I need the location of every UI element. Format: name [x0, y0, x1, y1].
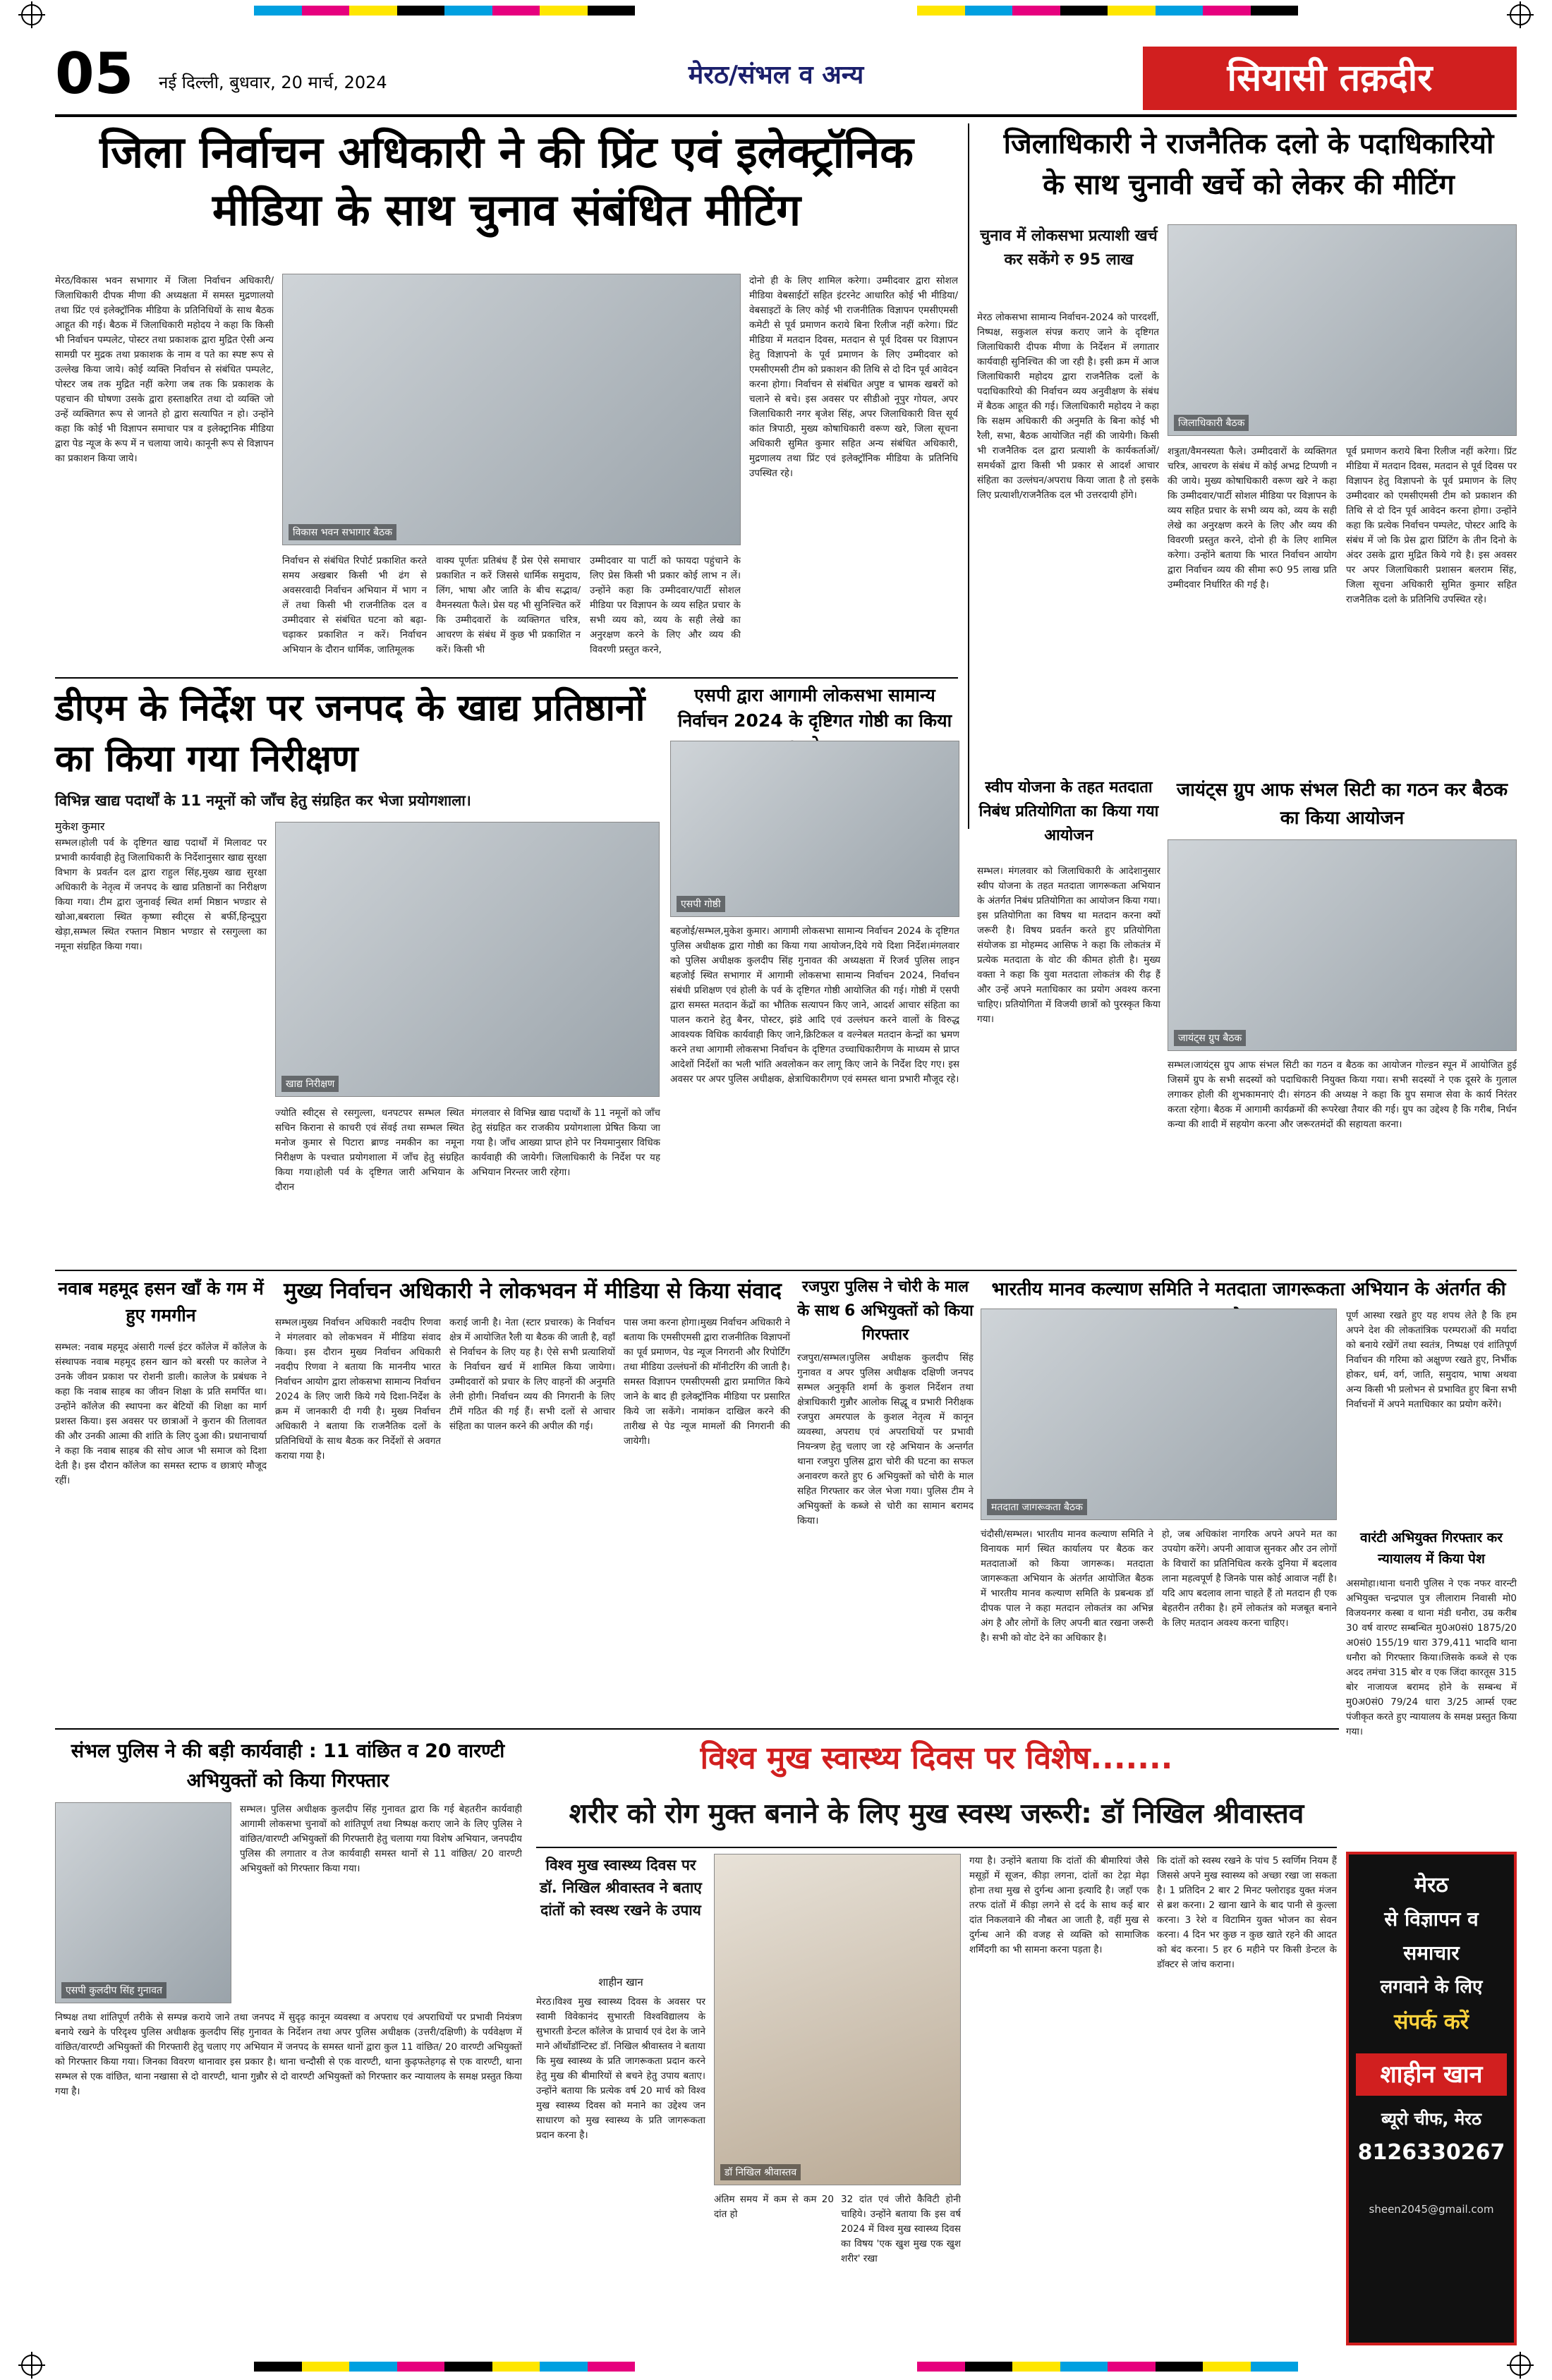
- oral-health-headline: शरीर को रोग मुक्त बनाने के लिए मुख स्वस्थ जरूरी: डॉ निखिल श्रीवास्तव: [569, 1798, 1304, 1830]
- art4-column-3: पास जमा करना होगा।मुख्य निर्वाचन अधिकारी ने बताया कि एमसीएमसी द्वारा राजनीतिक विज्ञापनों का पूर्व प्रमाणन, पेड न्यूज निगरानी और रिपोर्टिंग तथा मीडिया उल्लंघनों की मॉनीटरिंग की जाती है। समस्त विज्ञापन एमसीएमसी द्वारा प्रमाणित किये जाने के बाद ही इलेक्ट्रॉनिक मीडिया पर प्रसारित किये जा सकेंगे। नामांकन दाखिल करने की तारीख से पेड न्यूज मामलों की निगरानी की जायेगी।: [624, 1317, 790, 1447]
- samiti-meeting-photo: [981, 1309, 1337, 1520]
- banner-rule: [536, 1847, 1337, 1848]
- oral-health-column-3: कि दांतों को स्वस्थ रखने के पांच 5 स्वर्णिम नियम हैं जिससे अपने मुख स्वास्थ्य को अच्छा रखा जा सकता है। 1 प्रतिदिन 2 बार 2 मिनट फ्लोराइड युक्त मंजन से ब्रश करना। 2 खाना खाने के बाद पानी से कुल्ला करना। 3 रेशे व विटामिन युक्त भोजन का सेवन करना। 4 दिन भर कुछ न कुछ खाते रहने की आदत को बंद करना। 5 हर 6 महीने पर किसी डेन्टल के डॉक्टर से जांच कराना।: [1157, 1855, 1337, 1970]
- art12-column-2: निष्पक्ष तथा शांतिपूर्ण तरीके से सम्पन्न कराये जाने तथा जनपद में सुदृढ़ कानून व्यवस्था व अपराध एवं अपराधियों पर प्रभावी नियंत्रण बनाये रखने के परिदृश्य पुलिस अधीक्षक कुलदीप सिंह गुनावत के निर्देशन तथा अपर पुलिस अधीक्षक (उत्तरी/दक्षिणी) के पर्यवेक्षण में वांछित/वारण्टी अभियुक्तों की गिरफ्तारी हेतु चलाए गए अभियान में जनपद के समस्त थानों द्वारा कुल 11 वांछित/ 20 वारण्टी अभियुक्तों को गिरफ्तार किया गया। जिनका विवरण थानावार इस प्रकार है। थाना चन्दौसी से एक वारण्टी, थाना कुढ़फतेहगढ़ से एक वारण्टी, थाना सम्भल से एक वांछित, थाना नखासा से दो वारण्टी, थाना गुन्नौर से दो वारण्टी अभियुक्तों को गिरफ्तार कर न्यायालय के समक्ष प्रस्तुत किया गया है।: [55, 2012, 522, 2097]
- art6-column-3: पूर्व प्रमाणन कराये बिना रिलीज नहीं करेगा। प्रिंट मीडिया में मतदान दिवस, मतदान से पूर्व दिवस पर विज्ञापन हेतु विज्ञापनो के पूर्व प्रमाणन के लिए उम्मीदवार को एमसीएमसी टीम को प्रकाशन की तिथि से दो दिन पूर्व आवेदन करना होगा। उन्होंने कहा कि प्रत्येक निर्वाचन पम्पलेट, पोस्टर आदि के संबंध में जो कि प्रेस द्वारा प्रिंटिंग के तीन दिनो के अंदर उसके द्वारा मुद्रित किये गये है। इस अवसर पर अपर जिलाधिकारी प्रशासन बलराम सिंह, जिला सूचना अधिकारी सुमित कुमार सहित राजनैतिक दलो के प्रतिनिधि उपस्थित रहे।: [1346, 446, 1517, 605]
- art5-headline: एसपी द्वारा आगामी लोकसभा सामान्य निर्वाचन 2024 के दृष्टिगत गोष्ठी का किया: [677, 685, 952, 731]
- art12-column-1: सम्भल। पुलिस अधीक्षक कुलदीप सिंह गुनावत द्वारा कि गई बेहतरीन कार्यवाही आगामी लोकसभा चुनावों को शांतिपूर्ण तथा निष्पक्ष कराए जाने के लिए पुलिस ने वांछित/वारण्टी अभियुक्तों की गिरफ्तारी हेतु चलाया गया विशेष अभियान, जनपदीय पुलिस की लगातार व तेज कार्यवाही समस्त थानों से 11 वांछित/ 20 वारण्टी अभियुक्तों को गिरफ्तार किया गया।: [240, 1804, 522, 1874]
- art1-headline-line2: मीडिया के साथ चुनाव संबंधित मीटिंग: [212, 184, 801, 236]
- page-number: 05: [55, 41, 134, 107]
- color-bar: [254, 6, 635, 16]
- registration-mark: [1510, 2355, 1531, 2376]
- registration-mark: [21, 2355, 42, 2376]
- ad-contact-name: शाहीन खान: [1356, 2053, 1507, 2096]
- art11-body: असमोहा।थाना धनारी पुलिस ने एक नफर वारन्टी अभियुक्त चन्द्रपाल पुत्र लीलाराम निवासी मो0 विजयनगर कस्बा व थाना मंडी धनौरा, उम्र करीब 30 वर्ष वारण्ट सम्बन्धित मु0अ0सं0 1875/20 अ0सं0 155/19 धारा 379,411 भादवि थाना धनौरा को गिरफ्तार किया।जिसके कब्जे से एक अदद तमंचा 315 बोर व एक जिंदा कारतूस 315 बोर नाजायज बरामद होने के सम्बन्ध में मु0अ0सं0 79/24 धारा 3/25 आर्म्स एक्ट पंजीकृत करते हुए न्यायालय के समक्ष प्रस्तुत किया गया।: [1346, 1578, 1517, 1737]
- art3-headline: नवाब महमूद हसन खाँ के गम में हुए गमगीन: [58, 1278, 264, 1325]
- ad-line-5: संपर्क करें: [1393, 2010, 1469, 2034]
- photo-label: खाद्य निरीक्षण: [281, 1076, 339, 1092]
- header-rule: [55, 114, 1517, 117]
- art1-headline: [55, 123, 958, 239]
- doctor-portrait-photo: [714, 1854, 961, 2185]
- oral-health-photo-caption-2: 32 दांत एवं जीरो कैविटी होनी चाहिये। उन्होंने बताया कि इस वर्ष 2024 में विश्व मुख स्वास्थ्य दिवस का विषय 'एक खुश मुख एक खुश शरीर' रखा: [841, 2194, 961, 2264]
- art10-headline: भारतीय मानव कल्याण समिति ने मतदाता जागरूकता अभियान के अंतर्गत की: [991, 1279, 1506, 1300]
- art8-body: सम्भल।जायंट्स ग्रुप आफ संभल सिटी का गठन व बैठक का आयोजन गोल्डन स्पून में आयोजित हुई जिसमें ग्रुप के सभी सदस्यों को पदाधिकारी नियुक्त किया गया। सभी सदस्यों ने एक दूसरे के गुलाल लगाकर होली की शुभकामनाएं दी। संगठन की अध्यक्ष ने कहा कि ग्रुप समाज सेवा के कार्य निरंतर करता रहेगा। बैठक में आगामी कार्यक्रमों की रूपरेखा तैयार की गई। ग्रुप का उद्देश्य है कि गरीब, निर्धन कन्या की शादी में सहयोग करना और जरूरतमंदों की सहायता करना।: [1168, 1060, 1517, 1130]
- art2-headline: डीएम के निर्देश पर जनपद के खाद्य प्रतिष्ठानों का किया गया निरीक्षण: [55, 687, 645, 780]
- art4-column-1: सम्भल।मुख्य निर्वाचन अधिकारी नवदीप रिणवा ने मंगलवार को लोकभवन में मीडिया संवाद किया। इस दौरान मुख्य निर्वाचन अधिकारी नवदीप रिणवा ने बताया कि माननीय भारत निर्वाचन आयोग द्वारा लोकसभा सामान्य निर्वाचन 2024 के लिए जारी किये गये दिशा-निर्देश के क्रम में जानकारी दी गयी है। मुख्य निर्वाचन अधिकारी ने बताया कि राजनैतिक दलों के प्रतिनिधियों के साथ बैठक कर निर्देशों से अवगत कराया गया है।: [275, 1317, 441, 1462]
- section-name: मेरठ/संभल व अन्य: [688, 61, 864, 90]
- art2-byline: मुकेश कुमार: [55, 820, 105, 833]
- art6-column-2: शत्रुता/वैमनस्यता फैले। उम्मीदवारों के व्यक्तिगत चरित्र, आचरण के संबंध में कोई अभद्र टिप्पणी न की जाये। मुख्य कोषाधिकारी वरूण खरे ने कहा कि उम्मीदवार/पार्टी सोशल मीडिया पर विज्ञापन के व्यय सहित प्रचार के सभी व्यय को, व्यय के सही लेखे का अनुरक्षण करने के लिए और व्यय की विवरणी प्रस्तुत करने, दोनो ही के लिए शामिल करेगा। उन्होंने बताया कि भारत निर्वाचन आयोग द्वारा निर्वाचन व्यय की सीमा रू0 95 लाख प्रति उम्मीदवार निर्धारित की गई है।: [1168, 446, 1337, 590]
- art3-body: सम्भल: नवाब महमूद अंसारी गर्ल्स इंटर कॉलेज में कॉलेज के संस्थापक नवाब महमूद हसन खान को बरसी पर कालेज ने उनके जीवन प्रकाश पर रोशनी डाली। कालेज के प्रबंधक ने कहा कि नवाब साहब का जीवन शिक्षा के प्रति समर्पित था। उन्होंने कॉलेज की स्थापना कर बेटियों की शिक्षा का मार्ग प्रशस्त किया। इस अवसर पर छात्राओं ने कुरान की तिलावत की और उनकी आत्मा की शांति के लिए दुआ की। प्रधानाचार्या ने कहा कि नवाब साहब की सोच आज भी समाज को दिशा देती है। इस दौरान कॉलेज का समस्त स्टाफ व छात्राएं मौजूद रहीं।: [55, 1342, 267, 1486]
- oral-health-photo-caption: अंतिम समय में कम से कम 20 दांत हो: [714, 2194, 834, 2220]
- registration-mark: [21, 4, 42, 25]
- art1-column-2: निर्वाचन से संबंधित रिपोर्ट प्रकाशित करते समय अखबार किसी भी ढंग से अवसरवादी निर्वाचन अभियान में भाग न लें तथा किसी भी राजनीतिक दल व उम्मीदवार से संबंधित घटना को बढ़ा-चढ़ाकर प्रकाशित न करें। निर्वाचन अभियान के दौरान धार्मिक, जातिमूलक: [282, 555, 427, 655]
- ad-line-4: लगवाने के लिए: [1380, 1977, 1483, 1998]
- section-rule: [55, 1270, 1517, 1271]
- art12-headline: संभल पुलिस ने की बड़ी कार्यवाही : 11 वांछित व 20 वारण्टी अभियुक्तों को किया गिरफ्तार: [71, 1740, 505, 1792]
- color-bar: [917, 2362, 1298, 2372]
- ad-line-2: से विज्ञापन व: [1384, 1907, 1479, 1931]
- art8-headline: जायंट्स ग्रुप आफ संभल सिटी का गठन कर बैठक का किया आयोजन: [1176, 779, 1508, 829]
- registration-mark: [1510, 4, 1531, 25]
- art6-column-1: मेरठ लोकसभा सामान्य निर्वाचन-2024 को पारदर्शी, निष्पक्ष, सकुशल संपन्न कराए जाने के दृष्टिगत जिलाधिकारी दीपक मीणा के निर्देशन में लगातार कार्यवाही सुनिश्चित की जा रही है। इसी क्रम में आज जिलाधिकारी महोदय द्वारा राजनैतिक दलों के पदाधिकारियो की निर्वाचन व्यय अनुवीक्षण के संबंध में बैठक आहूत की गई। जिलाधिकारी महोदय ने कहा कि सक्षम अधिकारी की अनुमति के बिना कोई भी रैली, सभा, बैठक आयोजित नहीं की जायेगी। किसी भी राजनैतिक दल द्वारा प्रत्याशी के कार्यकर्ताओं/समर्थकों द्वारा किसी भी प्रकार से आदर्श आचार संहिता का उल्लंघन/अपराध किया जाता है तो इसके लिए प्रत्याशी/राजनैतिक दल भी उत्तरदायी होंगे।: [977, 312, 1159, 501]
- art4-headline: मुख्य निर्वाचन अधिकारी ने लोकभवन में मीडिया से किया संवाद: [283, 1278, 782, 1304]
- art4-column-2: कराई जानी है। नेता (स्टार प्रचारक) के निर्वाचन क्षेत्र में आयोजित रैली या बैठक की जाती है, वहाँ से निर्वाचन के लिए यह है। ऐसे सभी प्रत्याशियों के निर्वाचन खर्च में शामिल किया जायेगा। उम्मीदवारों को प्रचार के लिए वाहनों की अनुमति लेनी होगी। निर्वाचन व्यय की निगरानी के लिए टीमें गठित की गई हैं। सभी दलों से आचार संहिता का पालन करने की अपील की गई।: [449, 1317, 615, 1432]
- art6-headline-line2: के साथ चुनावी खर्चे को लेकर की मीटिंग: [1043, 169, 1455, 201]
- art7-body: सम्भल। मंगलवार को जिलाधिकारी के आदेशानुसार स्वीप योजना के तहत मतदाता जागरूकता अभियान के अंतर्गत निबंध प्रतियोगिता का आयोजन किया गया। इस प्रतियोगिता का विषय था मतदान करना क्यों जरूरी है। विषय प्रवर्तन करते हुए प्रतियोगिता संयोजक डा मोहम्मद आसिफ ने कहा कि लोकतंत्र में प्रत्येक मतदाता के वोट की कीमत होती है। मुख्य वक्ता ने कहा कि युवा मतदाता लोकतंत्र की रीढ़ हैं और उन्हें अपने मताधिकार का प्रयोग अवश्य करना चाहिए। प्रतियोगिता में विजयी छात्रों को पुरस्कृत किया गया।: [977, 866, 1160, 1025]
- oral-health-column-2: गया है। उन्होंने बताया कि दांतों की बीमारियां जैसे मसूड़ों में सूजन, कीड़ा लगना, दांतों का टेढ़ा मेढ़ा होना तथा मुख से दुर्गन्ध आना इत्यादि है। जहाँ एक तरफ दांतों में कीड़ा लगने से दर्द के साथ कई बार दांत निकलवाने की नौबत आ जाती है, वहीं मुख से दुर्गन्ध आने की वजह से व्यक्ति को सामाजिक शर्मिंदगी का भी सामना करना पड़ता है।: [969, 1855, 1149, 1955]
- art6-headline: [977, 123, 1520, 205]
- dateline: नई दिल्ली, बुधवार, 20 मार्च, 2024: [159, 73, 387, 92]
- oral-health-pull-quote: विश्व मुख स्वास्थ्य दिवस पर डॉ. निखिल श्रीवास्तव ने बताए दांतों को स्वस्थ रखने के उपाय: [540, 1857, 702, 1919]
- ad-designation: ब्यूरो चीफ, मेरठ: [1381, 2109, 1481, 2129]
- sp-portrait-photo: [55, 1802, 231, 2003]
- art9-headline: रजपुरा पुलिस ने चोरी के माल के साथ 6 अभियुक्तों को किया गिरफ्तार: [797, 1278, 974, 1344]
- art10-column-2: हो, जब अधिकांश नागरिक अपने अपने मत का उपयोग करेंगे। अपनी आवाज सुनकर और उन लोगों के विचारों का प्रतिनिधित्व करके दुनिया में बदलाव लाना महत्वपूर्ण है जिनके पास कोई आवाज नहीं है। यदि आप बदलाव लाना चाहते हैं तो मतदान ही एक बेहतरीन तरीका है। हमें लोकतंत्र को मजबूत बनाने के लिए मतदान अवश्य करना चाहिए।: [1162, 1529, 1337, 1629]
- sp-goshthi-photo: [670, 741, 959, 917]
- art1-column-5: दोनो ही के लिए शामिल करेगा। उम्मीदवार द्वारा सोशल मीडिया वेबसाईटों सहित इंटरनेट आधारित कोई भी मीडिया/वेबसाइटों के लिए कोई भी राजनीतिक विज्ञापन एमसीएमसी कमेटी से पूर्व प्रमाणन कराये बिना रिलीज नहीं करेगा। प्रिंट मीडिया में मतदान दिवस, मतदान से पूर्व दिवस पर विज्ञापन हेतु विज्ञापनो के पूर्व प्रमाणन के लिए उम्मीदवार को एमसीएमसी टीम को प्रकाशन की तिथि से दो दिन पूर्व आवेदन करना होगा। निर्वाचन से संबंधित अपुष्ट व भ्रामक खबरों को चलाने से बचे। इस अवसर पर सीडीओ नूपुर गोयल, अपर जिलाधिकारी नगर बृजेश सिंह, अपर जिलाधिकारी वित्त सूर्य कांत त्रिपाठी, मुख्य कोषाधिकारी वरूण खरे, जिला सूचना अधिकारी सुमित कुमार सहित अन्य संबंधित अधिकारी, मुद्रणालय तथा प्रिंट एवं इलेक्ट्रॉनिक मीडिया के प्रतिनिधि उपस्थित रहे।: [749, 275, 958, 479]
- art6-headline-line1: जिलाधिकारी ने राजनैतिक दलो के पदाधिकारियो: [1003, 128, 1494, 160]
- color-bar: [917, 6, 1298, 16]
- art2-column-1: सम्भल।होली पर्व के दृष्टिगत खाद्य पदार्थों में मिलावट पर प्रभावी कार्यवाही हेतु जिलाधिकारी के निर्देशानुसार खाद्य सुरक्षा विभाग के प्रवर्तन दल द्वारा राहुल सिंह,मुख्य खाद्य सुरक्षा अधिकारी के नेतृत्व में जनपद के खाद्य प्रतिष्ठानों का निरीक्षण किया गया। टीम द्वारा जुनावई स्थित शर्मा मिष्ठान भण्डार से खोआ,बबराला स्थित कृष्णा स्वीट्स से बर्फी,हिन्दूपुरा खेड़ा,सम्भल स्थित रफ्तान मिष्ठान भण्डार से रसगुल्ला का नमूना संग्रहित किया गया।: [55, 837, 267, 952]
- paper-title: सियासी तक़दीर: [1143, 47, 1517, 110]
- photo-label: जिलाधिकारी बैठक: [1174, 415, 1249, 431]
- dm-meeting-photo: [1168, 224, 1517, 436]
- art10-column-1: चंदौसी/सम्भल। भारतीय मानव कल्याण समिति ने विनायक मार्ग स्थित कार्यालय पर बैठक कर मतदाताओं को किया जागरूक। मतदाता जागरूकता अभियान के अंतर्गत आयोजित बैठक में भारतीय मानव कल्याण समिति के प्रबन्धक डॉ दीपक पाल ने कहा मतदान लोकतंत्र का अभिन्न अंग है और लोगों के लिए अपनी बात रखना जरूरी है। सभी को वोट देने का अधिकार है।: [981, 1529, 1153, 1644]
- art1-column-3: वाक्य पूर्णतः प्रतिबंध हैं प्रेस ऐसे समाचार प्रकाशित न करें जिससे धार्मिक समुदाय, लिंग, भाषा और जाति के बीच सद्भाव/वैमनस्यता फैले। प्रेस यह भी सुनिश्चित करें कि उम्मीदवारों के व्यक्तिगत चरित्र, आचरण के संबंध में कुछ भी प्रकाशित न करें। किसी भी: [436, 555, 581, 655]
- photo-label: एसपी कुलदीप सिंह गुनावत: [61, 1982, 166, 1998]
- art5-body: बहजोई/सम्भल,मुकेश कुमार। आगामी लोकसभा सामान्य निर्वाचन 2024 के दृष्टिगत पुलिस अधीक्षक द्वारा गोष्ठी का किया गया आयोजन,दिये गये दिशा निर्देश।मंगलवार को पुलिस अधीक्षक कुलदीप सिंह गुनावत की अध्यक्षता में रिजर्व पुलिस लाइन बहजोई स्थित सभागार में आगामी लोकसभा सामान्य निर्वाचन 2024, निर्वाचन संबंधी प्रशिक्षण एवं होली के पर्व के दृष्टिगत गोष्ठी आयोजित की गई। गोष्ठी में एसपी द्वारा समस्त मतदान केंद्रों का भौतिक सत्यापन किए जाने, आदर्श आचार संहिता का पालन कराने हेतु बैनर, पोस्टर, झंडे आदि एवं उल्लंघन करने वालों के विरुद्ध आवश्यक विधिक कार्यवाही किए जाने,क्रिटिकल व वल्नेबल मतदान केन्द्रों का भ्रमण करने तथा आगामी लोकसभा निर्वाचन के दृष्टिगत उच्चाधिकारीगण के माध्यम से प्राप्त आदेशों निर्देशों का भली भांति अवलोकन कर लागू किए जाने के निर्देश दिए गए। इस अवसर पर अपर पुलिस अधीक्षक, क्षेत्राधिकारीगण एवं समस्त थाना प्रभारी मौजूद रहे।: [670, 925, 959, 1085]
- art2-column-2: ज्योति स्वीट्स से रसगुल्ला, धनपटपर सम्भल स्थित सचिन किराना से काचरी एवं सेंवई तथा सम्भल स्थित मनोज कुमार से पिटारा ब्राण्ड नमकीन का नमूना निरीक्षण के पश्चात प्रयोगशाला में जाँच हेतु संग्रहित किया गया।होली पर्व के दृष्टिगत जारी अभियान के दौरान: [275, 1107, 464, 1193]
- art11-headline: वारंटी अभियुक्त गिरफ्तार कर न्यायालय में किया पेश: [1360, 1530, 1503, 1567]
- oral-health-column-1: मेरठ।विश्व मुख स्वास्थ्य दिवस के अवसर पर स्वामी विवेकानंद सुभारती विश्वविद्यालय के सुभारती डेन्टल कॉलेज के प्राचार्य एवं देश के जाने माने ऑर्थोडॉन्टिस्ट डॉ. निखिल श्रीवास्तव ने बताया कि मुख स्वास्थ्य के प्रति जागरूकता प्रदान करने हेतु मुख की बीमारियों से बचने हेतु उपाय बताए। उन्होंने बताया कि प्रत्येक वर्ष 20 मार्च को विश्व मुख स्वास्थ्य दिवस को मनाने का उद्देश्य जन साधारण को मुख स्वास्थ्य के प्रति जागरूकता प्रदान करना है।: [536, 1996, 705, 2141]
- art10-column-3: पूर्ण आस्था रखते हुए यह शपथ लेते है कि हम अपने देश की लोकतांत्रिक परम्पराओं की मर्यादा को बनाये रखेंगें तथा स्वतंत्र, निष्पक्ष एवं शांतिपूर्ण निर्वाचन की गरिमा को अक्षुण्ण रखते हुए, निर्भीक होकर, धर्म, वर्ग, जाति, समुदाय, भाषा अथवा अन्य किसी भी प्रलोभन से प्रभावित हुए बिना सभी निर्वाचनों में अपने मताधिकार का प्रयोग करेंगे।: [1346, 1310, 1517, 1410]
- art9-body: रजपुरा/सम्भल।पुलिस अधीक्षक कुलदीप सिंह गुनावत व अपर पुलिस अधीक्षक दक्षिणी जनपद सम्भल अनुकृति शर्मा के कुशल निर्देशन तथा क्षेत्राधिकारी गुन्नौर आलोक सिद्धू व प्रभारी निरीक्षक रजपुरा अमरपाल के कुशल नेतृत्व में कानून व्यवस्था, अपराध एवं अपराधियों पर प्रभावी नियन्त्रण हेतु चलाए जा रहे अभियान के अन्तर्गत थाना रजपुरा पुलिस द्वारा चोरी की घटना का सफल अनावरण करते हुए 6 अभियुक्तों को चोरी के माल सहित गिरफ्तार कर जेल भेजा गया। पुलिस टीम ने अभियुक्तों के कब्जे से चोरी का सामान बरामद किया।: [797, 1352, 974, 1526]
- color-bar: [254, 2362, 635, 2372]
- photo-label: विकास भवन सभागार बैठक: [289, 524, 396, 540]
- art2-subheadline: विभिन्न खाद्य पदार्थों के 11 नमूनों को जाँच हेतु संग्रहित कर भेजा प्रयोगशाला।: [55, 792, 471, 809]
- advertisement-box: [1346, 1852, 1517, 2345]
- art6-side-headline: चुनाव में लोकसभा प्रत्याशी खर्च कर सकेंगे रु 95 लाख: [980, 227, 1158, 269]
- oral-health-byline: शाहीन खान: [598, 1976, 643, 1989]
- section-rule: [55, 677, 958, 679]
- art1-column-1: मेरठ/विकास भवन सभागार में जिला निर्वाचन अधिकारी/जिलाधिकारी दीपक मीणा की अध्यक्षता में समस्त मुद्रणालयो तथा प्रिंट एवं इलेक्ट्रॉनिक मीडिया के प्रतिनिधियों के साथ बैठक आहूत की गई। बैठक में जिलाधिकारी महोदय ने कहा कि किसी भी निर्वाचन पम्पलेट, पोस्टर तथा प्रकाशक द्वारा मुद्रित ऐसी अन्य सामग्री पर मुद्रक तथा प्रकाशक के नाम व पते का स्पष्ट रूप से उल्लेख किया जाये। कोई व्यक्ति निर्वाचन से संबंधित पम्पलेट, पोस्टर जब तक मुद्रित नहीं करेगा जब तक कि प्रकाशक के पहचान की घोषणा उसके द्वारा हस्ताक्षरित तथा दो व्यक्ति जो उन्हें व्यक्तिगत रूप से जानते हो द्वारा सत्यापित न हो। उन्होंने कहा कि कोई भी विज्ञापन समाचार पत्र व इलेक्ट्रानिक मीडिया द्वारा पेड न्यूज के रूप में न चलाया जाये। कानूनी रूप से विज्ञापन का प्रकाशन किया जाये।: [55, 275, 274, 464]
- ad-phone[interactable]: 8126330267: [1357, 2140, 1505, 2165]
- photo-label: मतदाता जागरूकता बैठक: [987, 1499, 1087, 1515]
- ad-email[interactable]: sheen2045@gmail.com: [1369, 2203, 1494, 2216]
- art1-column-4: उम्मीदवार या पार्टी को फायदा पहुंचाने के लिए प्रेस किसी भी प्रकार कोई लाभ न लें। उन्होंने कहा कि उम्मीदवार/पार्टी सोशल मीडिया पर विज्ञापन के व्यय सहित प्रचार के सभी व्यय को, व्यय के सही लेखे का अनुरक्षण करने के लिए और व्यय की विवरणी प्रस्तुत करने,: [590, 555, 741, 655]
- ad-line-1: मेरठ: [1414, 1873, 1448, 1898]
- art2-column-3: मंगलवार से विभिन्न खाद्य पदार्थों के 11 नमूनों को जाँच हेतु संग्रहित कर राजकीय प्रयोगशाला प्रेषित किया जा गया है। जाँच आख्या प्राप्त होने पर नियमानुसार विधिक कार्यवाही की जायेगी। जिलाधिकारी के निर्देश पर यह अभियान निरन्तर जारी रहेगा।: [471, 1107, 660, 1178]
- section-rule: [55, 1728, 1339, 1730]
- art1-headline-line1: जिला निर्वाचन अधिकारी ने की प्रिंट एवं इलेक्ट्रॉनिक: [99, 126, 914, 178]
- meeting-photo: [282, 274, 741, 545]
- column-divider: [968, 123, 969, 829]
- giants-group-photo: [1168, 839, 1517, 1051]
- ad-line-3: समाचार: [1403, 1941, 1460, 1965]
- food-inspection-photo: [275, 822, 660, 1097]
- photo-label: एसपी गोष्ठी: [677, 896, 725, 912]
- art7-headline: स्वीप योजना के तहत मतदाता निबंध प्रतियोगिता का किया गया आयोजन: [978, 779, 1159, 844]
- special-banner-title: विश्व मुख स्वास्थ्य दिवस पर विशेष.......: [700, 1740, 1173, 1776]
- photo-label: जायंट्स ग्रुप बैठक: [1174, 1030, 1246, 1046]
- photo-label: डॉ निखिल श्रीवास्तव: [720, 2164, 801, 2180]
